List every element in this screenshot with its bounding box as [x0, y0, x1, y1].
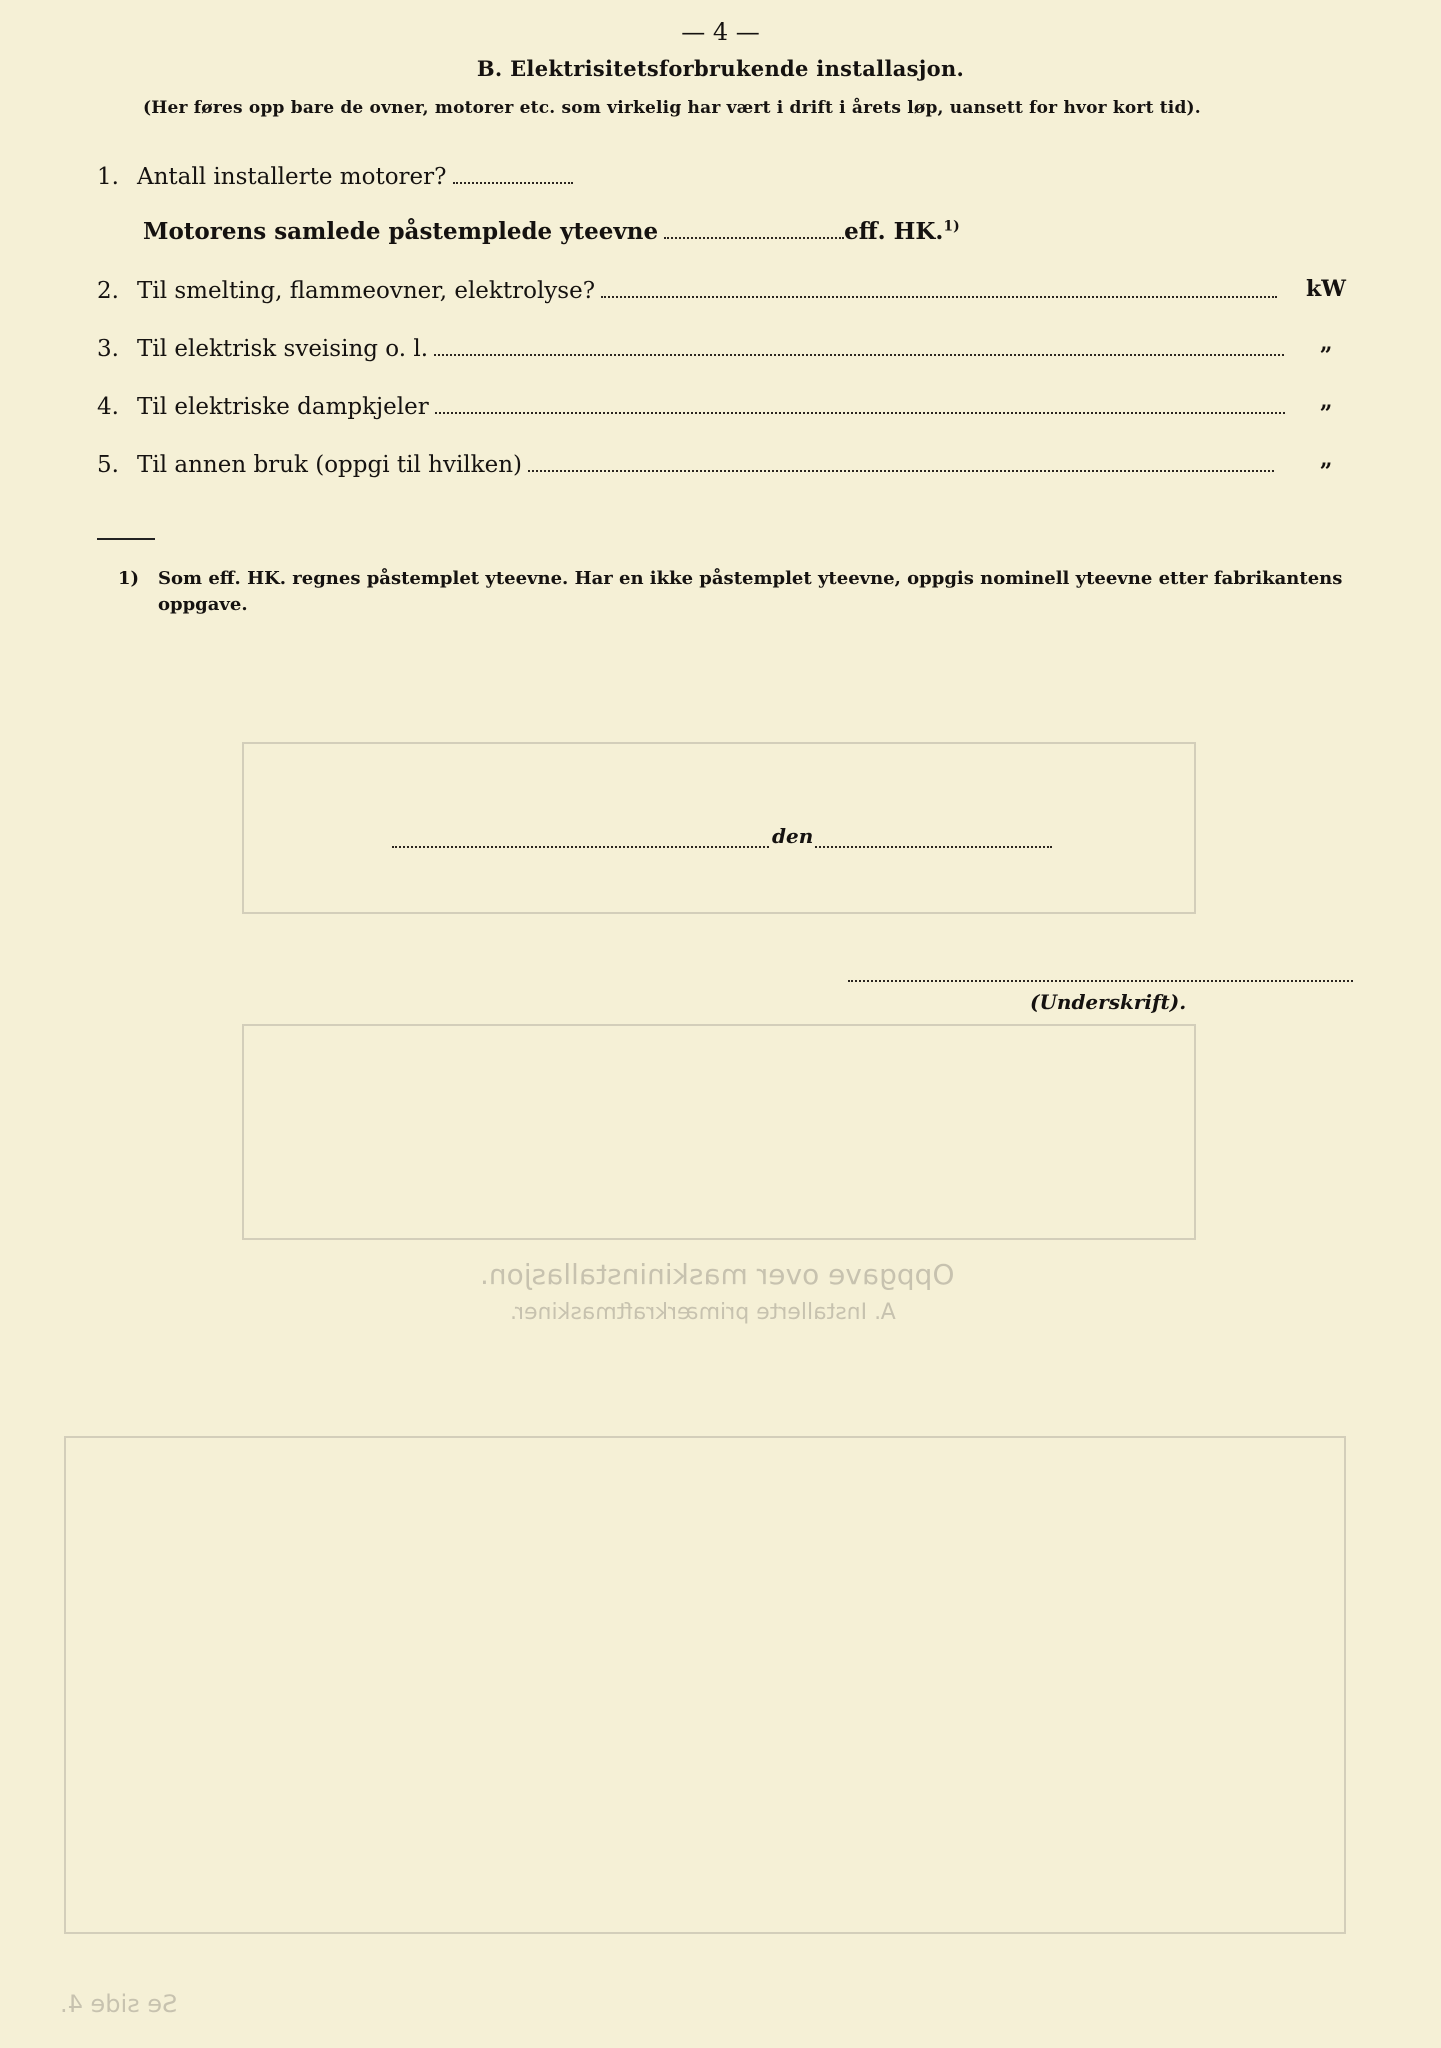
item-4-unit: „ — [1320, 388, 1333, 414]
item-3 — [97, 336, 1284, 362]
item-motor-capacity — [143, 218, 960, 245]
item-3-number: 3. — [97, 336, 119, 362]
signature-label: (Underskrift). — [1030, 990, 1187, 1014]
item-4-answer-field[interactable] — [435, 412, 1285, 414]
item-1-number: 1. — [97, 164, 119, 190]
item-1-label: Antall installerte motorer? — [137, 164, 447, 190]
item-4-label: Til elektriske dampkjeler — [137, 394, 429, 420]
show-through-table-top — [242, 742, 1196, 914]
motor-capacity-field[interactable] — [664, 237, 844, 239]
item-3-unit: „ — [1320, 330, 1333, 356]
item-5-number: 5. — [97, 452, 119, 478]
item-4 — [97, 394, 1285, 420]
show-through-subheading: A. Installerte primærkraftmaskiner. — [510, 1300, 896, 1325]
item-1 — [97, 164, 573, 190]
footnote-divider — [97, 538, 155, 540]
date-word: den — [772, 824, 814, 848]
show-through-heading: Oppgave over maskininstallasjon. — [480, 1258, 955, 1291]
show-through-table-bottom — [64, 1436, 1346, 1934]
item-2-unit: kW — [1306, 276, 1346, 302]
item-2 — [97, 278, 1277, 304]
item-3-label: Til elektrisk sveising o. l. — [137, 336, 429, 362]
section-note: (Her føres opp bare de ovner, motorer etc. som virkelig har vært i drift i årets løp, uansett for hvor kort tid). — [143, 98, 1201, 118]
item-5 — [97, 452, 1274, 478]
footnote-mark: 1) — [118, 568, 140, 589]
page-number: — 4 — — [681, 18, 760, 46]
item-2-answer-field[interactable] — [601, 296, 1277, 298]
motor-capacity-label: Motorens samlede påstemplede yteevne — [143, 218, 659, 245]
section-title: B. Elektrisitetsforbrukende installasjon. — [476, 56, 965, 81]
show-through-bottom-note: Se side 4. — [60, 1990, 178, 2018]
item-5-unit: „ — [1320, 446, 1333, 472]
show-through-table-mid — [242, 1024, 1196, 1240]
item-5-answer-field[interactable] — [528, 470, 1274, 472]
date-place-field[interactable] — [392, 846, 1052, 848]
item-5-label: Til annen bruk (oppgi til hvilken) — [137, 452, 522, 478]
footnote-text: Som eff. HK. regnes påstemplet yteevne. Har en ikke påstemplet yteevne, oppgis nominell yteevne etter fabrikantens oppgave. — [158, 568, 1343, 615]
item-2-number: 2. — [97, 278, 119, 304]
signature-field[interactable] — [848, 980, 1353, 982]
item-3-answer-field[interactable] — [434, 354, 1284, 356]
item-4-number: 4. — [97, 394, 119, 420]
footnote — [118, 566, 1358, 618]
item-1-answer-field[interactable] — [453, 182, 573, 184]
motor-capacity-unit: eff. HK. — [844, 218, 944, 245]
item-2-label: Til smelting, flammeovner, elektrolyse? — [137, 278, 596, 304]
motor-capacity-footref: 1) — [943, 218, 960, 235]
